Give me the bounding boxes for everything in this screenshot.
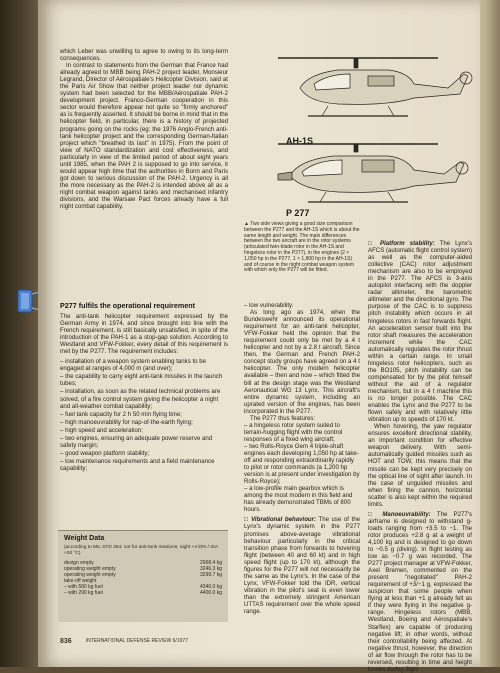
paragraph: – a hingeless rotor system suited to terrain-hugging flight with the control responses of a fixed wing aircraft;	[244, 421, 343, 443]
helicopter-side-views	[238, 44, 472, 220]
helicopter-comparison-figure	[238, 44, 472, 220]
paragraph: The P277 thus features:	[250, 414, 316, 422]
binder-clip-icon	[12, 286, 42, 316]
weight-value: 4400.0 kg	[200, 590, 222, 597]
page-stack-edge	[478, 0, 500, 667]
p277-drawing	[278, 144, 468, 202]
list-item: – high manoeuvrability for nap-of-the-earth flying;	[60, 418, 193, 426]
list-item: – fuel tank capacity for 2 h 50 min flying time;	[60, 410, 182, 418]
vibration-heading: Vibrational behaviour:	[251, 516, 317, 524]
weight-data-box	[58, 530, 228, 622]
figure-label-p277: P 277	[286, 208, 310, 218]
manoeuvrability-text: The P277's airframe is designed to withstand g-loads ranging from +3.5 to −1. The rotor produces +2.8 g at a weight of 4,100 kg and is designed to go down to −0.5 g (diving). In flight testing as low as −0.7 g was recorded. The P277 project manager at VFW-Fokker, Axel Bremen, commented on the present "negotiated" PAH-2 requirement of +3/−1 g, expressed the suspicion that some people when flying at less than +1 g already felt as if they were flying in the negative g-range. Hingeless rotors (MBB, Westland, Boeing and Aérospatiale's Starflex) are capable of producing negative lift; in other words, without their controllability being affected. At negative thrust, however, the direction of air flow through the rotor has to be reversed, resulting in time and height losses during flight	[368, 510, 472, 673]
right-column	[368, 240, 472, 673]
hover-paragraph: When hovering, the yaw regulator ensures excellent directional stability, an important condition for effective weapon delivery. With semi-automatically guided missiles such as HOT and TOW, this means that the missile can be kept very precisely on the optical line of sight after launch. In the case of unguided missiles and when firing the cannon, horizontal scatter is also kept within the required limits.	[368, 423, 472, 508]
weight-label: – with 290 kg fuel	[64, 590, 103, 597]
weight-label: – with 580 kg fuel	[64, 584, 103, 591]
weight-label: take-off weight	[64, 578, 97, 585]
ah-1s-drawing	[278, 58, 472, 116]
list-item: – the capability to carry eight anti-tank missiles in the launch tubes;	[60, 373, 223, 388]
list-item: – installation of a weapon system enabling tanks to be engaged at ranges of 4,000 m (and over);	[60, 358, 207, 373]
weight-box-title: Weight Data	[64, 535, 105, 542]
square-bullet-icon: □	[368, 240, 380, 247]
weight-value: 3299.7 kg	[200, 572, 222, 579]
paragraph: As long ago as 1974, when the Bundeswehr announced its operational requirement for an anti-tank helicopter, VFW-Fokker held the opinion that the requirement could only be met by a 4 t helicopter and not by a 2.8 t aircraft. Since then, the German and French PAH-2 concept study groups have agreed on a 4 t helicopter. The only modern helicopter available – then and now – which fitted the bill at the design stage was the Westland Aeronautical WG 13 Lynx. This aircraft's entire dynamic system, including an uprated version of the engines, has been incorporated in the P277.	[244, 309, 360, 415]
paragraph: – two Rolls-Royce Gem 4 triple-shaft engines each developing 1,050 hp at take-off and responding extraordinarily rapidly to pilot or rotor commands (a 1,200 hp version is at present under investigation by Rolls-Royce);	[244, 442, 360, 486]
list-item: – installation, as soon as the related technical problems are solved, of a fire control system giving the helicopter a night and all-weather combat capability;	[60, 388, 221, 410]
section-heading: P277 fulfils the operational requirement	[60, 301, 195, 310]
platform-text: The Lynx's AFCS (automatic flight control system) as well as the computer-aided collective (CAC) rotor adjustment mechanism are also to be employed in the P277. The AFCS is 3-axis autopilot interfacing with the doppler radar altimeter, the barometric altimeter and the directional gyro. The purpose of the CAC is to suppress pitch instability which occurs in all hingeless rotors in fast forwards flight. An acceleration sensor built into the rotor shaft measures the acceleration increment while the CAC automatically regulates the rotor thrust within a certain range. In small hingeless rotor helicopters, such as the BO105, pitch instability can be compensated for by the pilot himself without the aid of a regulator mechanism, but in a 4 t machine this is no longer possible. The CAC enables the Lynx and the P277 to be flown safely and with relatively little vibration up to speeds of 170 kt.	[368, 240, 473, 424]
paragraph: – low vulnerability.	[244, 302, 294, 309]
paragraph: The anti-tank helicopter requirement expressed by the German Army in 1974, and since brought into line with the French requirement, is still basically unsatisfied, in spite of the introduction of the PAH-1 as a stop-gap solution. According to Westland and VFW-Fokker, every detail of this requirement is met by the P277. The requirement includes:	[60, 313, 228, 356]
left-column-intro	[60, 48, 228, 210]
weight-label: design empty	[64, 560, 94, 567]
list-item: – two engines, ensuring an adequate power reserve and safety margin;	[60, 434, 213, 449]
weight-value: 4340.0 kg	[200, 584, 222, 591]
manoeuvrability-paragraph	[368, 511, 472, 673]
figure-caption: ▲ Two side views giving a good size comparison between the P277 and the AH-1S which is about the same length and weight. The main differences between the two aircraft are in the rotor systems (articulated twin-blade rotor in the AH-1S and hingeless rotor in the P277), in the engines (2 × 1,050 hp in the P277, 1 × 1,800 hp in the AH-1S) and of course in the night combat weapon system with which only the P277 will be fitted.	[244, 221, 360, 274]
weight-label: operating weight empty	[64, 572, 116, 579]
weight-row	[64, 590, 222, 596]
requirement-list	[60, 358, 228, 472]
platform-heading: Platform stability:	[379, 240, 435, 247]
vibration-paragraph	[244, 516, 360, 615]
page-number: 836	[60, 637, 72, 645]
paragraph: In contrast to statements from the German that France had already agreed to MBB being PAH-2 project leader, Monsieur Legrand, Director of Aérospatiale's Helicopter Division, said at the Paris Air Show that neither project leader nor dynamic system had been selected for the MBB/Aérospatiale PAH-2 development project. Franco-German cooperation in this sector would therefore appear not quite so "firmly anchored" as is frequently asserted. It should be borne in mind that in the helicopter field, in particular, there is a history of projected programs going on the rocks (eg: the 1976 Anglo-French anti-tank helicopter project and the corresponding German-Italian project which "breathed its last" in 1975). From the point of view of NATO standardization and cost effectiveness, and particularly in view of the limited period of about eight years until 1985, when the PAH 2 is supposed to go into service, it would appear high time that the authorities in Bonn and Paris got down to serious discussion of the PAH-2. Urgency is all the more necessary as the PAH-2 is intended above all as a night combat weapon against tanks and mechanised infantry divisions, and the Warsaw Pact forces already have a full night combat capability.	[60, 62, 229, 211]
page-footer	[60, 636, 470, 646]
paragraph: which Leber was unwilling to agree to owing to its long-term consequences.	[60, 48, 228, 63]
list-item: – high speed and acceleration;	[60, 426, 144, 434]
publication-name: INTERNATIONAL DEFENSE REVIEW 6/1977	[85, 638, 188, 644]
weight-box-subtitle: (according to MIL STD 254; not for anti-tank missions; night +4 kt% / ISA +20 °C)	[64, 545, 218, 556]
square-bullet-icon: □	[244, 516, 252, 524]
platform-paragraph	[368, 240, 472, 423]
book-binding-shadow	[0, 0, 40, 667]
list-item: – good weapon platform stability;	[60, 449, 150, 457]
square-bullet-icon: □	[368, 510, 383, 518]
vibration-text: The use of the Lynx's dynamic system in the P277 promises above-average vibrational behaviour particularly in the critical transition phase from forwards to hovering flight (between 40 and 60 kt) and in high speed flight (up to 170 kt), although the figures for the P277 will not necessarily be the same as the Lynx's. In the case of the Lynx, VFW-Fokker told the IDR, vertical vibration in the pilot's seat is even lower than the extremely stringent American UTTAS requirement over the whole speed range.	[244, 516, 360, 616]
left-column-section	[60, 300, 228, 473]
weight-value: 3246.3 kg	[200, 566, 222, 573]
manoeuvrability-heading: Manoeuvrability:	[382, 510, 431, 518]
figure-label-ah-1s: AH-1S	[286, 136, 314, 146]
list-item: – low maintenance requirements and a field maintenance capability;	[60, 457, 215, 472]
weight-label: operating weight empty	[64, 566, 116, 573]
middle-column	[244, 302, 360, 615]
magazine-page	[38, 0, 480, 673]
paragraph: – a low-profile main gearbox which is among the most modern in this field and has already demonstrated TBMs of 800 hours.	[244, 485, 353, 514]
weight-value: 2968.4 kg	[200, 560, 222, 567]
